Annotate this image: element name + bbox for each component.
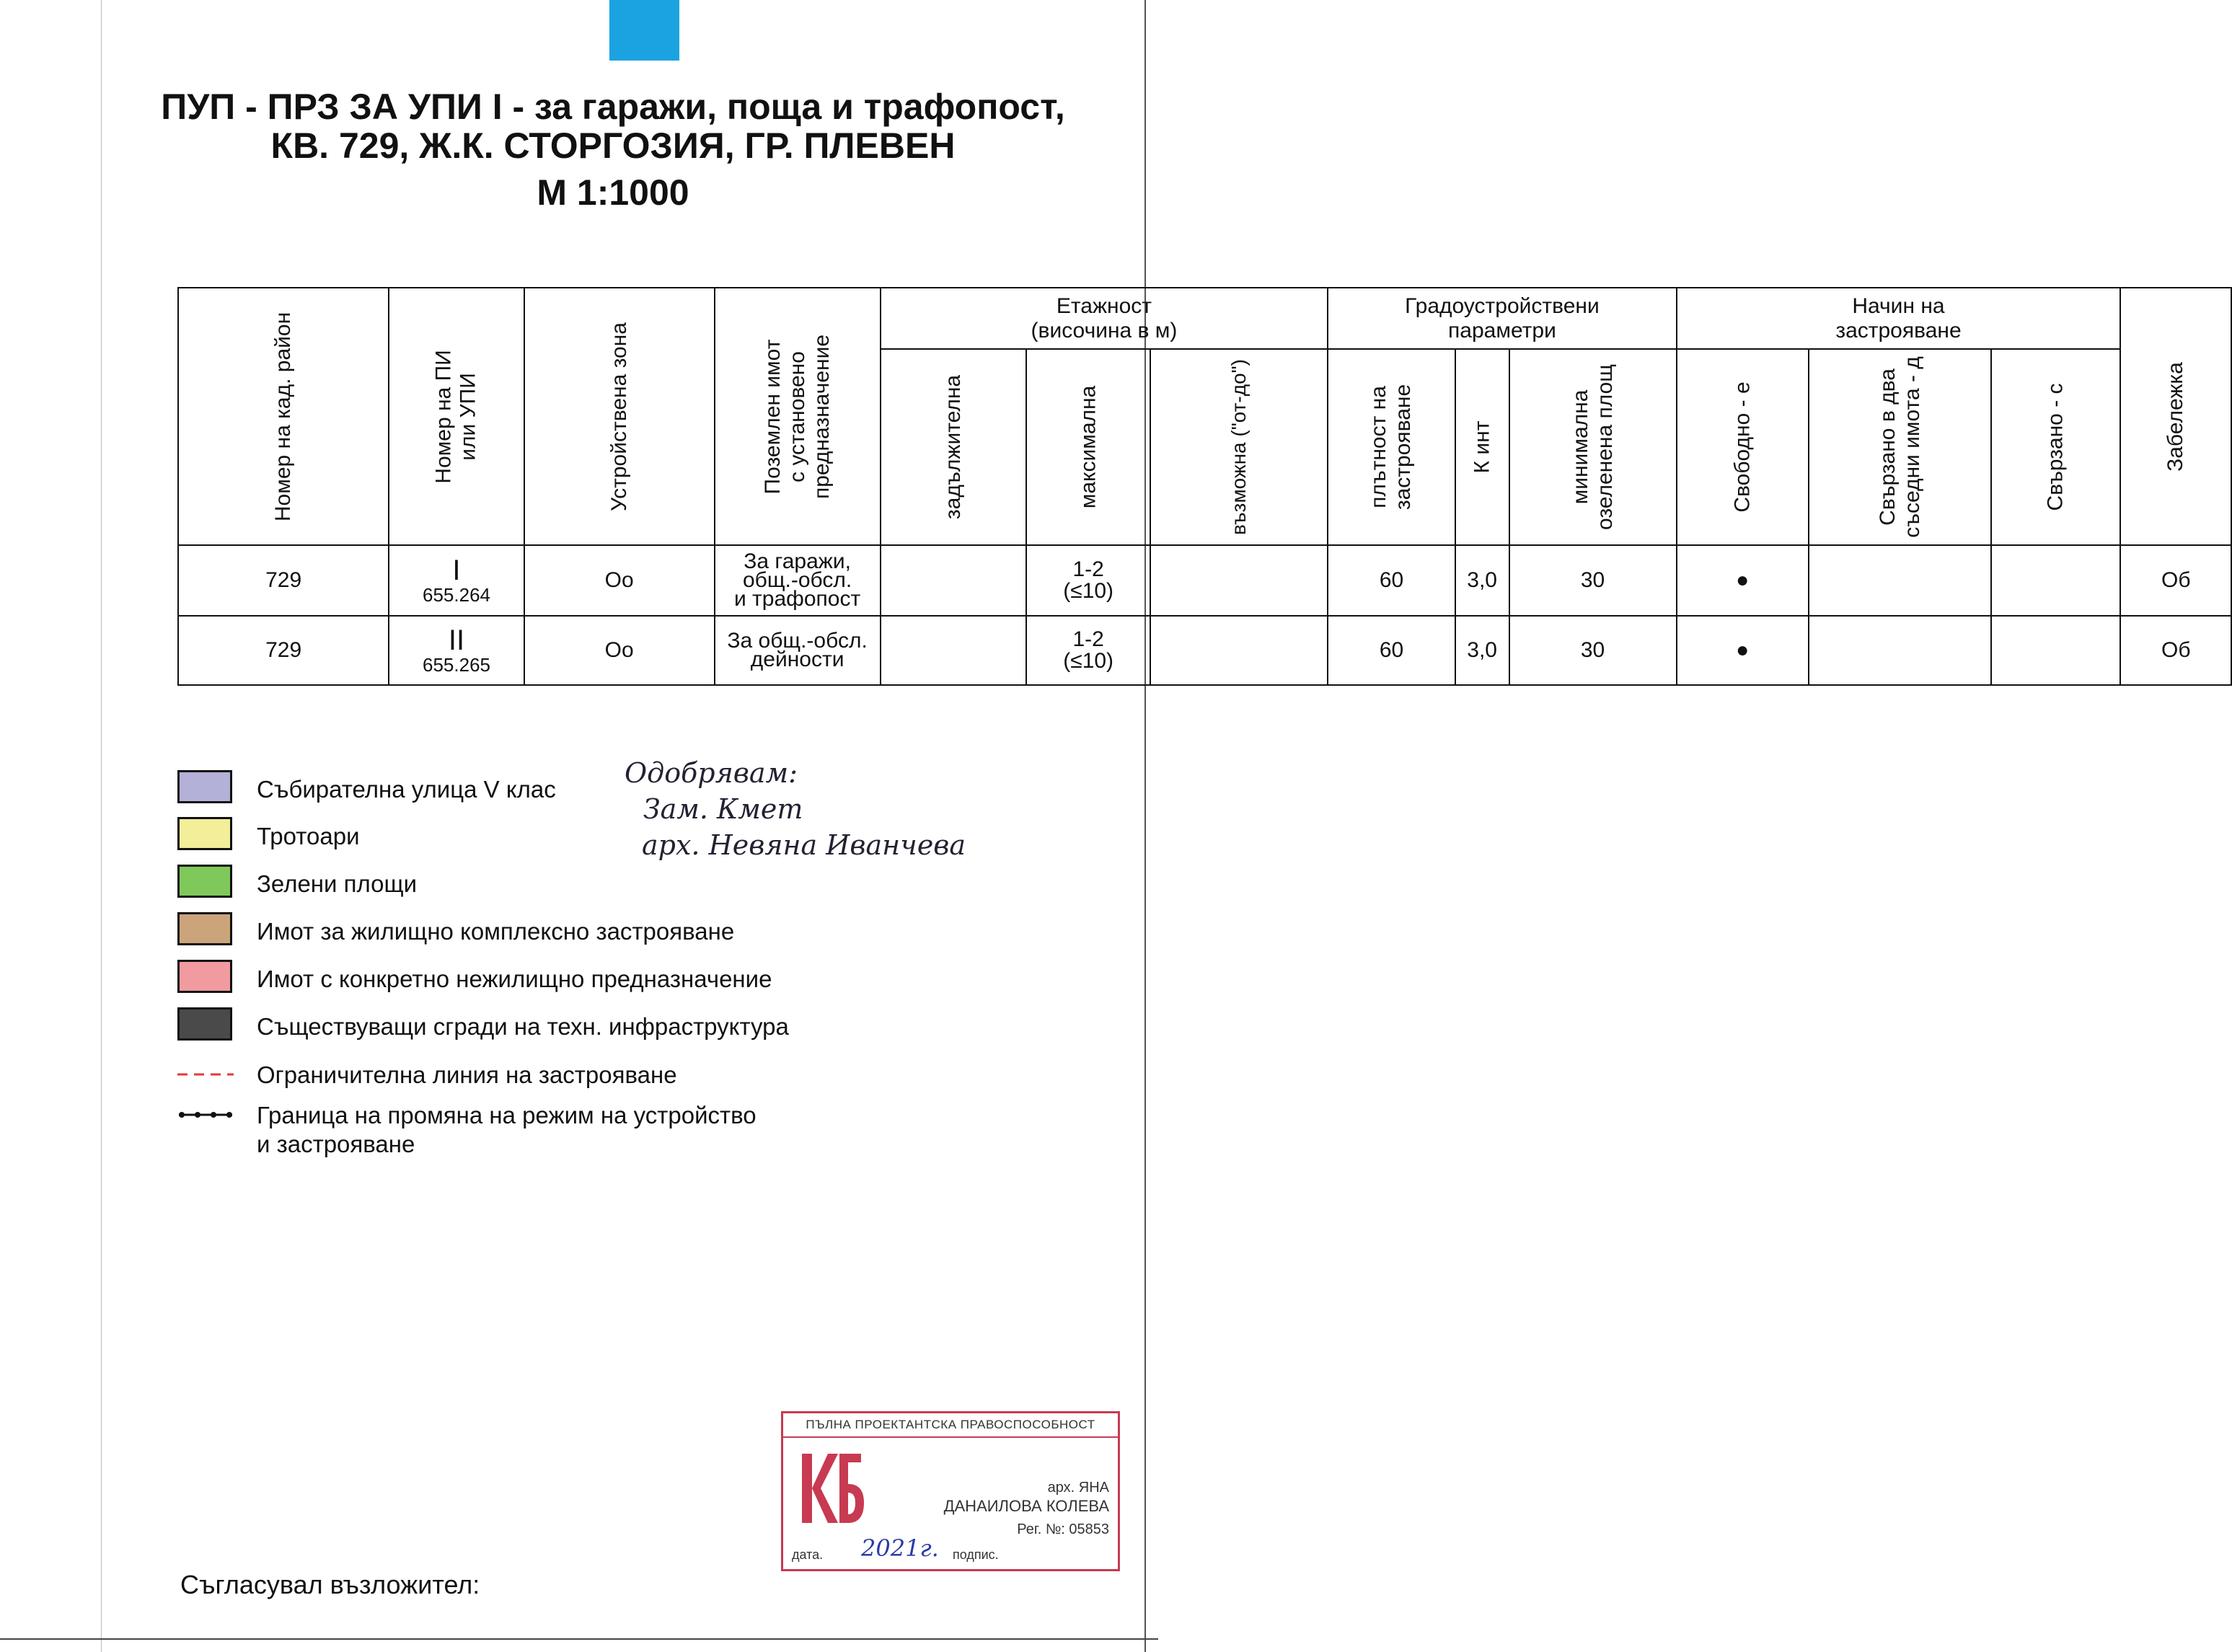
header-floors-group: Етажност (височина в м) [881, 288, 1328, 349]
header-free: Свободно - е [1677, 349, 1809, 545]
stamp-date-label: дата. [792, 1547, 824, 1562]
cell-possible [1150, 616, 1328, 685]
cell-density: 60 [1328, 545, 1455, 616]
cell-free: ● [1677, 545, 1809, 616]
handwritten-approval: Одобрявам: [625, 757, 798, 789]
header-params-group: Градоустройствени параметри [1328, 288, 1676, 349]
header-mandatory: задължителна [881, 349, 1026, 545]
legend-label: Имот с конкретно нежилищно предназначение [257, 966, 772, 992]
cell-possible [1150, 545, 1328, 616]
legend-label-continued: и застрояване [257, 1131, 415, 1157]
header-zone: Устройствена зона [524, 288, 715, 545]
legend-swatch [177, 1007, 232, 1041]
header-maximum: максимална [1026, 349, 1151, 545]
kab-logo-icon [799, 1448, 864, 1529]
parameters-table [177, 287, 2232, 686]
cell-upi: II 655.265 [389, 616, 524, 685]
cell-upi: I 655.264 [389, 545, 524, 616]
legend-label: Граница на промяна на режим на устройство [257, 1102, 757, 1128]
cell-district: 729 [178, 616, 389, 685]
cell-maximum: 1-2 (≤10) [1026, 545, 1151, 616]
header-k-int: К инт [1455, 349, 1509, 545]
cell-free: ● [1677, 616, 1809, 685]
cell-mandatory [881, 545, 1026, 616]
header-possible: възможна ("от-до") [1150, 349, 1328, 545]
table-row [178, 545, 2231, 616]
cell-zone: Оо [524, 545, 715, 616]
cell-density: 60 [1328, 616, 1455, 685]
cell-district: 729 [178, 545, 389, 616]
cell-linked-two [1809, 545, 1992, 616]
header-purpose: Поземлен имот с установено предназначение [715, 288, 881, 545]
stamp-signature-label: подпис. [953, 1547, 999, 1562]
header-method-group: Начин на застрояване [1677, 288, 2121, 349]
cell-note: Об [2120, 545, 2231, 616]
cell-k-int: 3,0 [1455, 616, 1509, 685]
title-line-2: КВ. 729, Ж.К. СТОРГОЗИЯ, ГР. ПЛЕВЕН [270, 125, 956, 166]
title-line-1: ПУП - ПРЗ ЗА УПИ I - за гаражи, поща и трафопост, [161, 87, 1065, 127]
legend-label: Съществуващи сгради на техн. инфраструктура [257, 1013, 789, 1040]
red-dashed-line-icon [177, 1067, 235, 1082]
cell-k-int: 3,0 [1455, 545, 1509, 616]
blue-tab-marker [609, 0, 679, 61]
handwritten-architect-name: арх. Невяна Иванчева [642, 829, 966, 861]
page-bottom-border [0, 1638, 1158, 1640]
designer-stamp [781, 1411, 1120, 1571]
cell-note: Об [2120, 616, 2231, 685]
page-right-border [1144, 0, 1146, 1652]
header-linked: Свързано - с [1991, 349, 2120, 545]
cell-mandatory [881, 616, 1026, 685]
legend-label: Тротоари [257, 823, 360, 849]
stamp-header: ПЪЛНА ПРОЕКТАНТСКА ПРАВОСПОСОБНОСТ [783, 1413, 1118, 1438]
cell-purpose: За гаражи, общ.-обсл. и трафопост [715, 545, 881, 616]
cell-linked [1991, 545, 2120, 616]
stamp-registration: Рег. №: 05853 [1017, 1521, 1109, 1537]
cell-green: 30 [1509, 545, 1677, 616]
cell-linked-two [1809, 616, 1992, 685]
legend-swatch [177, 960, 232, 993]
legend-label: Събирателна улица V клас [257, 776, 556, 803]
handwritten-deputy-mayor: Зам. Кмет [643, 793, 803, 825]
legend-swatch [177, 912, 232, 945]
legend-swatch [177, 817, 232, 850]
header-note: Забележка [2120, 288, 2231, 545]
dotted-boundary-line-icon [177, 1108, 235, 1122]
header-pi-upi: Номер на ПИ или УПИ [389, 288, 524, 545]
cell-purpose: За общ.-обсл. дейности [715, 616, 881, 685]
header-linked-two: Свързано в два съседни имота - д [1809, 349, 1992, 545]
title-scale: М 1:1000 [537, 172, 689, 213]
cell-green: 30 [1509, 616, 1677, 685]
stamp-name-line-2: ДАНАИЛОВА КОЛЕВА [943, 1497, 1109, 1515]
stamp-date-value: 2021г. [861, 1534, 939, 1562]
header-density: плътност на застрояване [1328, 349, 1455, 545]
legend-swatch [177, 865, 232, 898]
cell-maximum: 1-2 (≤10) [1026, 616, 1151, 685]
header-green-area: минимална озеленена площ [1509, 349, 1677, 545]
legend-label: Ограничителна линия на застрояване [257, 1061, 677, 1088]
stamp-name-line-1: арх. ЯНА [1047, 1480, 1109, 1496]
table-row [178, 616, 2231, 685]
legend-label: Имот за жилищно комплексно застрояване [257, 918, 735, 945]
cell-zone: Оо [524, 616, 715, 685]
cell-linked [1991, 616, 2120, 685]
legend-swatch [177, 770, 232, 803]
header-cadastral-district: Номер на кад. район [178, 288, 389, 545]
legend-label: Зелени площи [257, 870, 418, 897]
client-agreement-label: Съгласувал възложител: [180, 1570, 480, 1599]
page-left-edge [101, 0, 102, 1652]
